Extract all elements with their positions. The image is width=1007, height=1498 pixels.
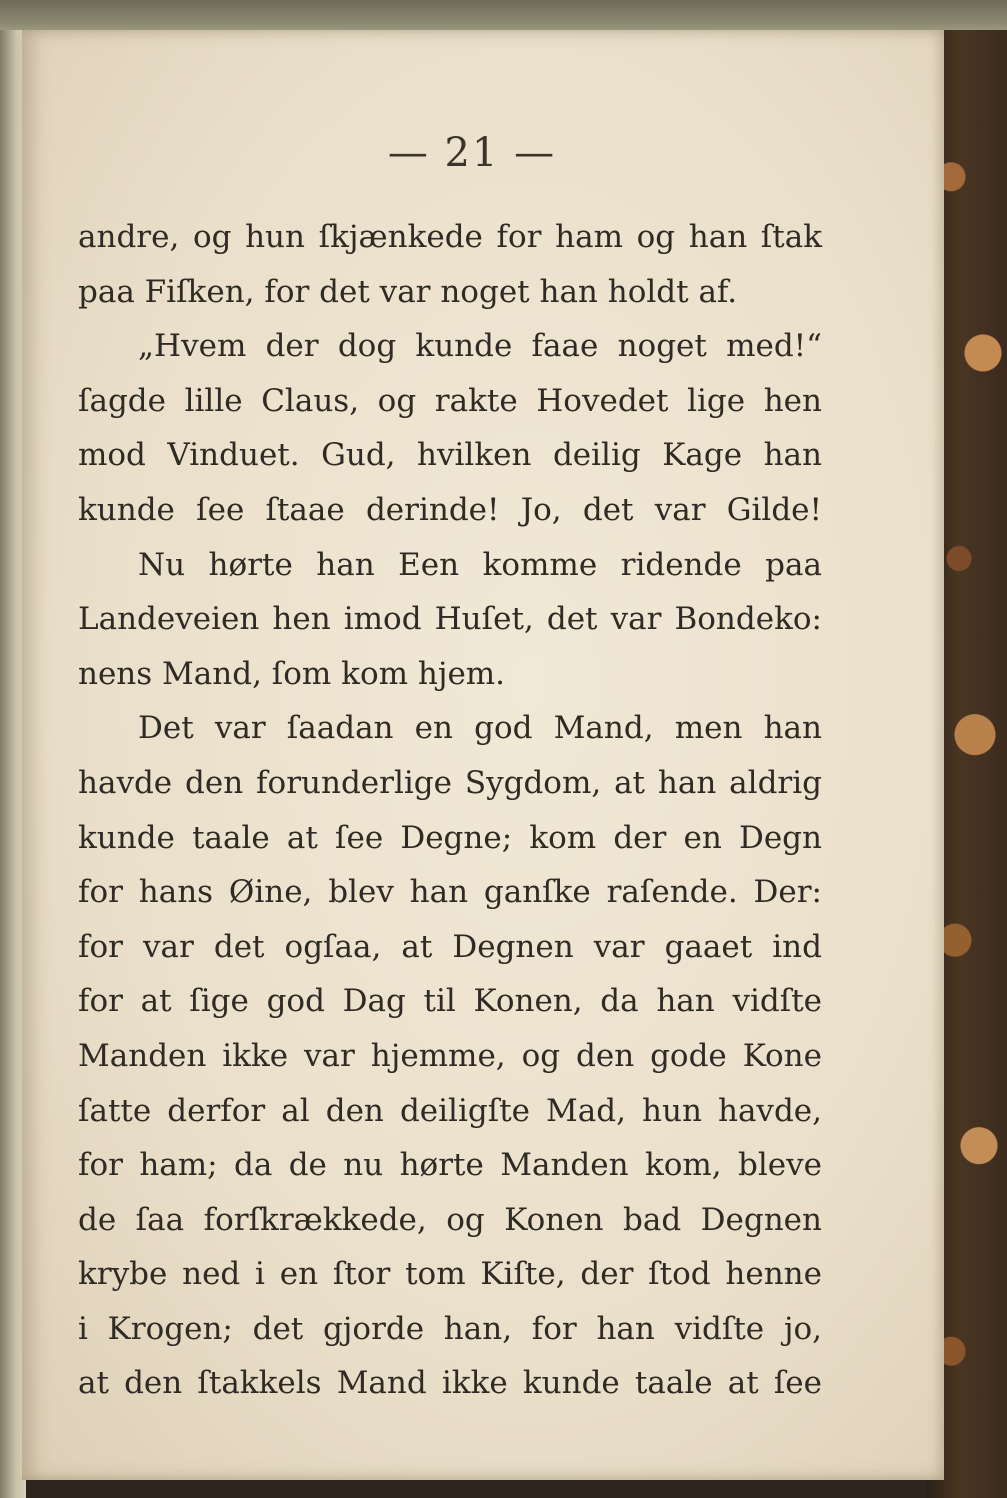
text-line: andre, og hun ſkjænkede for ham og han ſtak (78, 219, 822, 255)
text-line: for hans Øine, blev han ganſke raſende. Der: (78, 874, 822, 911)
text-line: Det var ſaadan en god Mand, men han (138, 710, 822, 747)
text-line: mod Vinduet. Gud, hvilken deilig Kage han (78, 437, 822, 474)
text-line: Manden ikke var hjemme, og den gode Kone (78, 1037, 822, 1074)
text-line: at den ſtakkels Mand ikke kunde taale at ſee (78, 1365, 822, 1402)
text-line: for ham; da de nu hørte Manden kom, bleve (78, 1147, 822, 1184)
text-line: krybe ned i en ſtor tom Kiſte, der ſtod henne (78, 1256, 822, 1293)
text-line: „Hvem der dog kunde faae noget med!“ (138, 328, 822, 365)
text-line: for at ſige god Dag til Konen, da han vidſte (78, 983, 822, 1020)
text-line: havde den forunderlige Sygdom, at han aldrig (78, 764, 822, 801)
text-line: kunde ſee ſtaae derinde! Jo, det var Gilde! (78, 491, 822, 528)
book-page (22, 30, 944, 1480)
page-text (78, 210, 822, 1411)
text-line: Landeveien hen imod Huſet, det var Bondeko: (78, 601, 822, 638)
page-number: — 21 — (387, 130, 557, 176)
text-line: de ſaa forſkrækkede, og Konen bad Degnen (78, 1201, 822, 1238)
text-line: i Krogen; det gjorde han, for han vidſte jo, (78, 1310, 822, 1347)
text-line: Nu hørte han Een komme ridende paa (138, 546, 822, 583)
text-line: nens Mand, ſom kom hjem. (78, 655, 506, 692)
text-line: paa Fiſken, for det var noget han holdt af. (78, 273, 738, 310)
text-line: for var det ogſaa, at Degnen var gaaet ind (78, 928, 822, 965)
text-line: ſagde lille Claus, og rakte Hovedet lige hen (78, 382, 822, 419)
text-line: kunde taale at ſee Degne; kom der en Degn (78, 819, 822, 856)
text-line: ſatte derfor al den deiligſte Mad, hun havde, (78, 1092, 822, 1129)
